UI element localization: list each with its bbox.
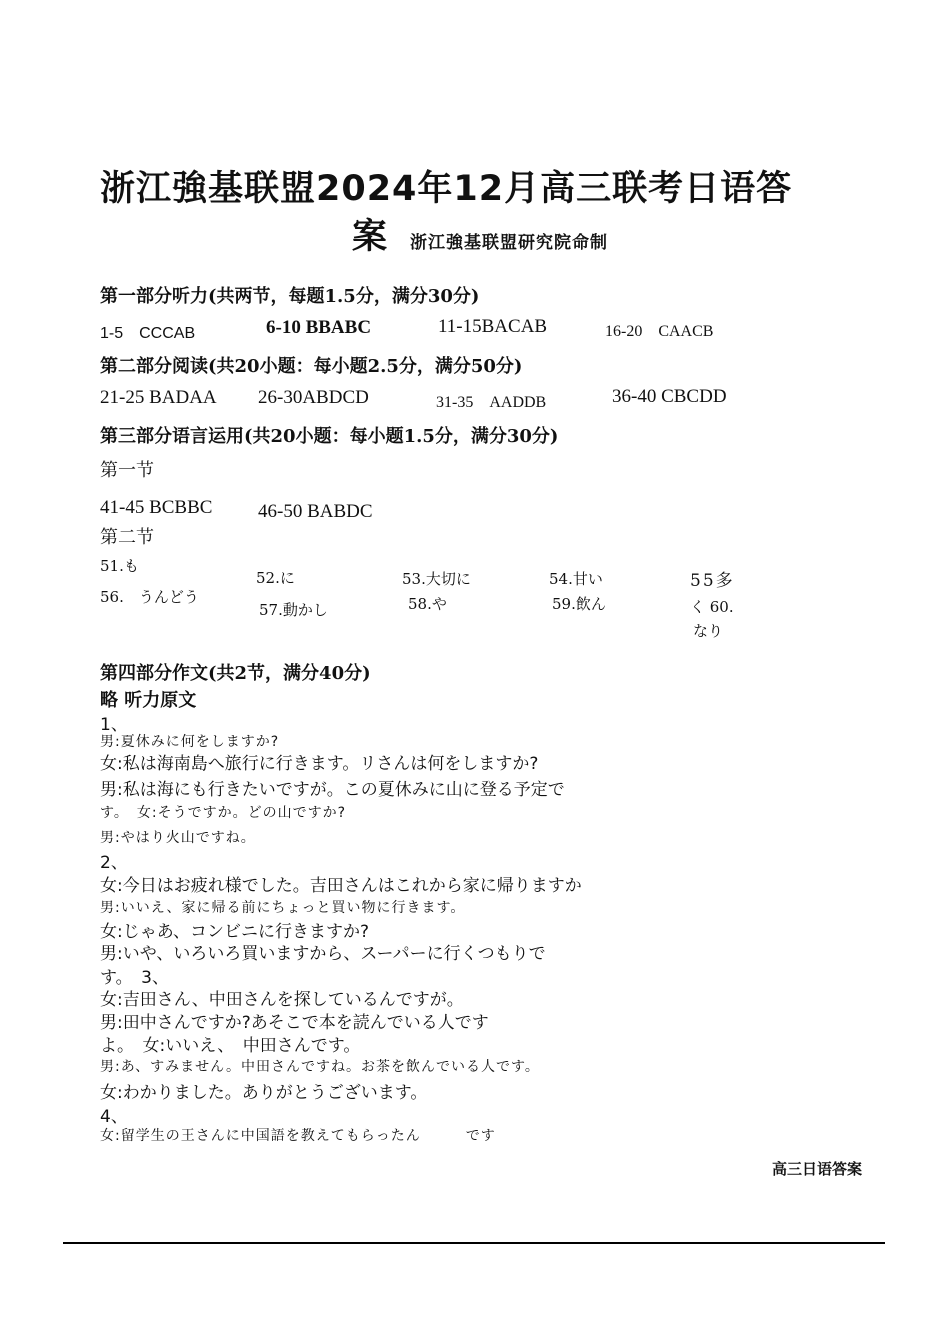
blank-55-cont-60: く 60. [690,598,734,616]
transcript-line: 女:じゃあ、コンビニに行きますか? [100,922,370,942]
blank-54: 54.甘い [549,570,603,588]
transcript-line: 男:いや、いろいろ買いますから、スーパーに行くつもりで [100,944,546,964]
part3-section1-answer-1: 41-45 BCBBC [100,497,213,518]
part4-heading: 第四部分作文(共2节，满分40分) [100,663,371,684]
transcript-line: す。 3、 [100,968,169,988]
part1-answer-1: 1-5 CCCAB [100,325,196,342]
transcript-line: 女:今日はお疲れ様でした。吉田さんはこれから家に帰りますか [100,876,582,896]
part3-section2-label: 第二节 [100,527,154,548]
transcript-line: よ。 女:いいえ、 中田さんです。 [100,1036,361,1056]
transcript-line: 女:吉田さん、中田さんを探しているんですが。 [100,990,464,1010]
blank-59: 59.飲ん [552,595,606,613]
transcript-line: 男:私は海にも行きたいですが。この夏休みに山に登る予定で [100,780,565,800]
part3-section1-label: 第一节 [100,460,154,481]
transcript-line: 女:私は海南島へ旅行に行きます。リさんは何をしますか? [100,754,539,774]
part1-answer-3: 11-15BACAB [438,316,548,337]
transcript-line: 女:わかりました。ありがとうございます。 [100,1083,428,1103]
part4-omitted-note: 略 听力原文 [100,690,197,711]
part3-section1-answer-2: 46-50 BABDC [258,501,373,522]
blank-55: 55多 [690,571,735,591]
transcript-line: す。 女:そうですか。どの山ですか? [100,805,347,821]
blank-52: 52.に [256,569,295,587]
transcript-line: 男:夏休みに何をしますか? [100,734,280,750]
part1-answer-2: 6-10 BBABC [266,317,372,338]
blank-51: 51.も [100,557,139,575]
part3-heading: 第三部分语言运用(共20小题：每小题1.5分，满分30分) [100,426,559,447]
part2-answer-3: 31-35 AADDB [436,394,547,411]
footer-label: 高三日语答案 [772,1160,863,1178]
blank-56: 56. うんどう [100,588,199,606]
part2-heading: 第二部分阅读(共20小题：每小题2.5分，满分50分) [100,356,523,377]
transcript-line: 男:あ、すみません。中田さんですね。お茶を飲んでいる人です。 [100,1059,540,1075]
part1-heading: 第一部分听力(共两节，每题1.5分，满分30分) [100,286,480,307]
transcript-line: 1、 [100,715,128,735]
document-subtitle: 浙江強基联盟研究院命制 [410,233,608,253]
document-title-line1: 浙江強基联盟2024年12月高三联考日语答 [100,169,793,209]
transcript-line: 男:田中さんですか?あそこで本を読んでいる人です [100,1013,489,1033]
blank-60: なり [693,622,724,640]
transcript-line: 男:やはり火山ですね。 [100,830,256,846]
transcript-line: 女:留学生の王さんに中国語を教えてもらったん です [100,1128,496,1144]
part2-answer-1: 21-25 BADAA [100,387,217,408]
part2-answer-2: 26-30ABDCD [258,387,369,408]
blank-57: 57.動かし [259,601,328,619]
document-title-line2: 案 [352,217,388,257]
part2-answer-4: 36-40 CBCDD [612,386,727,407]
footer-rule [63,1242,885,1244]
blank-53: 53.大切に [402,570,471,588]
part1-answer-4: 16-20 CAACB [605,323,714,340]
transcript-line: 4、 [100,1107,128,1127]
transcript-line: 男:いいえ、家に帰る前にちょっと買い物に行きます。 [100,900,466,916]
transcript-line: 2、 [100,853,128,873]
blank-58: 58.や [408,595,447,613]
